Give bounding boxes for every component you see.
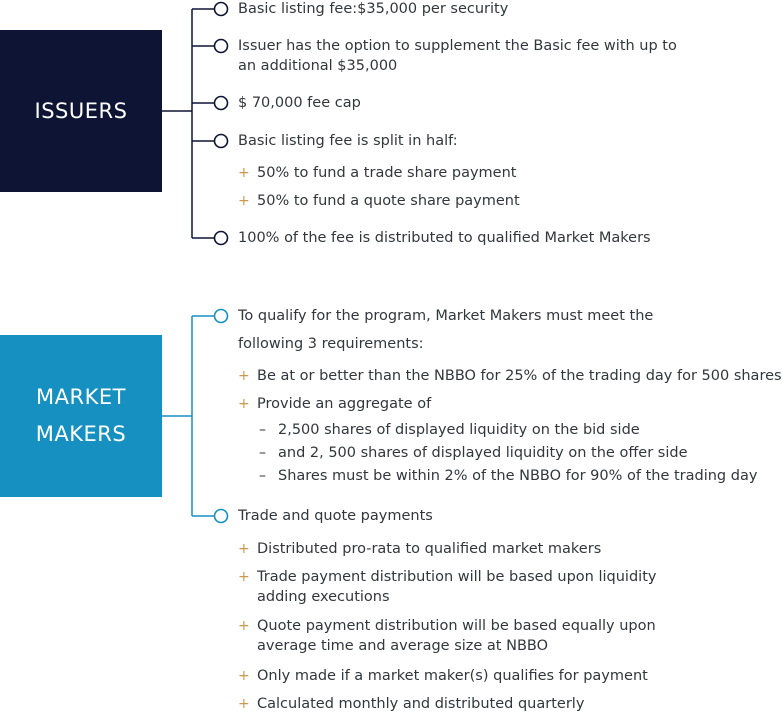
market-makers-title-line1: MARKET	[36, 385, 126, 409]
issuers-branch-3	[192, 97, 228, 110]
mm-sub-sub-item-2: and 2, 500 shares of displayed liquidity on the offer side	[278, 445, 688, 461]
issuers-sub-item-2: 50% to fund a quote share payment	[257, 193, 520, 209]
issuers-branch-4	[192, 135, 228, 148]
mm-item-2: Trade and quote payments	[238, 508, 433, 524]
plus-bullet-icon: +	[238, 696, 250, 712]
issuers-item-2: Issuer has the option to supplement the Basic fee with up to an additional $35,000	[238, 38, 677, 74]
market-makers-box	[0, 335, 162, 497]
mm-payment-item-5: Calculated monthly and distributed quarterly	[257, 696, 585, 712]
mm-sub-sub-item-1: 2,500 shares of displayed liquidity on the bid side	[278, 422, 640, 438]
issuers-branch-2	[192, 40, 228, 53]
mm-sub-item-1: Be at or better than the NBBO for 25% of the trading day for 500 shares	[257, 368, 782, 384]
dash-bullet-icon: –	[259, 422, 266, 438]
dash-bullet-icon: –	[259, 445, 266, 461]
plus-bullet-icon: +	[238, 569, 250, 585]
issuers-title: ISSUERS	[34, 98, 128, 123]
issuers-item-4: Basic listing fee is split in half:	[238, 133, 458, 149]
mm-payment-item-3: Quote payment distribution will be based equally upon average time and average size at NBBO	[257, 618, 656, 654]
mm-sub-item-2: Provide an aggregate of	[257, 396, 432, 412]
plus-bullet-icon: +	[238, 618, 250, 634]
dash-bullet-icon: –	[259, 468, 266, 484]
issuers-item-3: $ 70,000 fee cap	[238, 95, 361, 111]
mm-branch-2	[192, 510, 228, 523]
issuers-branch-1	[192, 3, 228, 16]
plus-bullet-icon: +	[238, 396, 250, 412]
plus-bullet-icon: +	[238, 668, 250, 684]
plus-bullet-icon: +	[238, 193, 250, 209]
market-makers-title-line2: MAKERS	[35, 422, 127, 446]
issuers-item-1: Basic listing fee:$35,000 per security	[238, 1, 509, 17]
plus-bullet-icon: +	[238, 165, 250, 181]
plus-bullet-icon: +	[238, 541, 250, 557]
mm-sub-sub-item-3: Shares must be within 2% of the NBBO for 90% of the trading day	[278, 468, 758, 484]
mm-payment-item-4: Only made if a market maker(s) qualifies for payment	[257, 668, 648, 684]
mm-payment-item-2: Trade payment distribution will be based upon liquidity adding executions	[257, 569, 657, 605]
mm-payment-item-1: Distributed pro-rata to qualified market makers	[257, 541, 602, 557]
issuers-box	[0, 30, 162, 192]
issuers-branch-5	[192, 232, 228, 245]
plus-bullet-icon: +	[238, 368, 250, 384]
issuers-sub-item-1: 50% to fund a trade share payment	[257, 165, 517, 181]
issuers-item-5: 100% of the fee is distributed to qualified Market Makers	[238, 230, 651, 246]
mm-item-1: To qualify for the program, Market Makers must meet the following 3 requirements:	[238, 308, 654, 352]
mm-branch-1	[192, 310, 228, 323]
